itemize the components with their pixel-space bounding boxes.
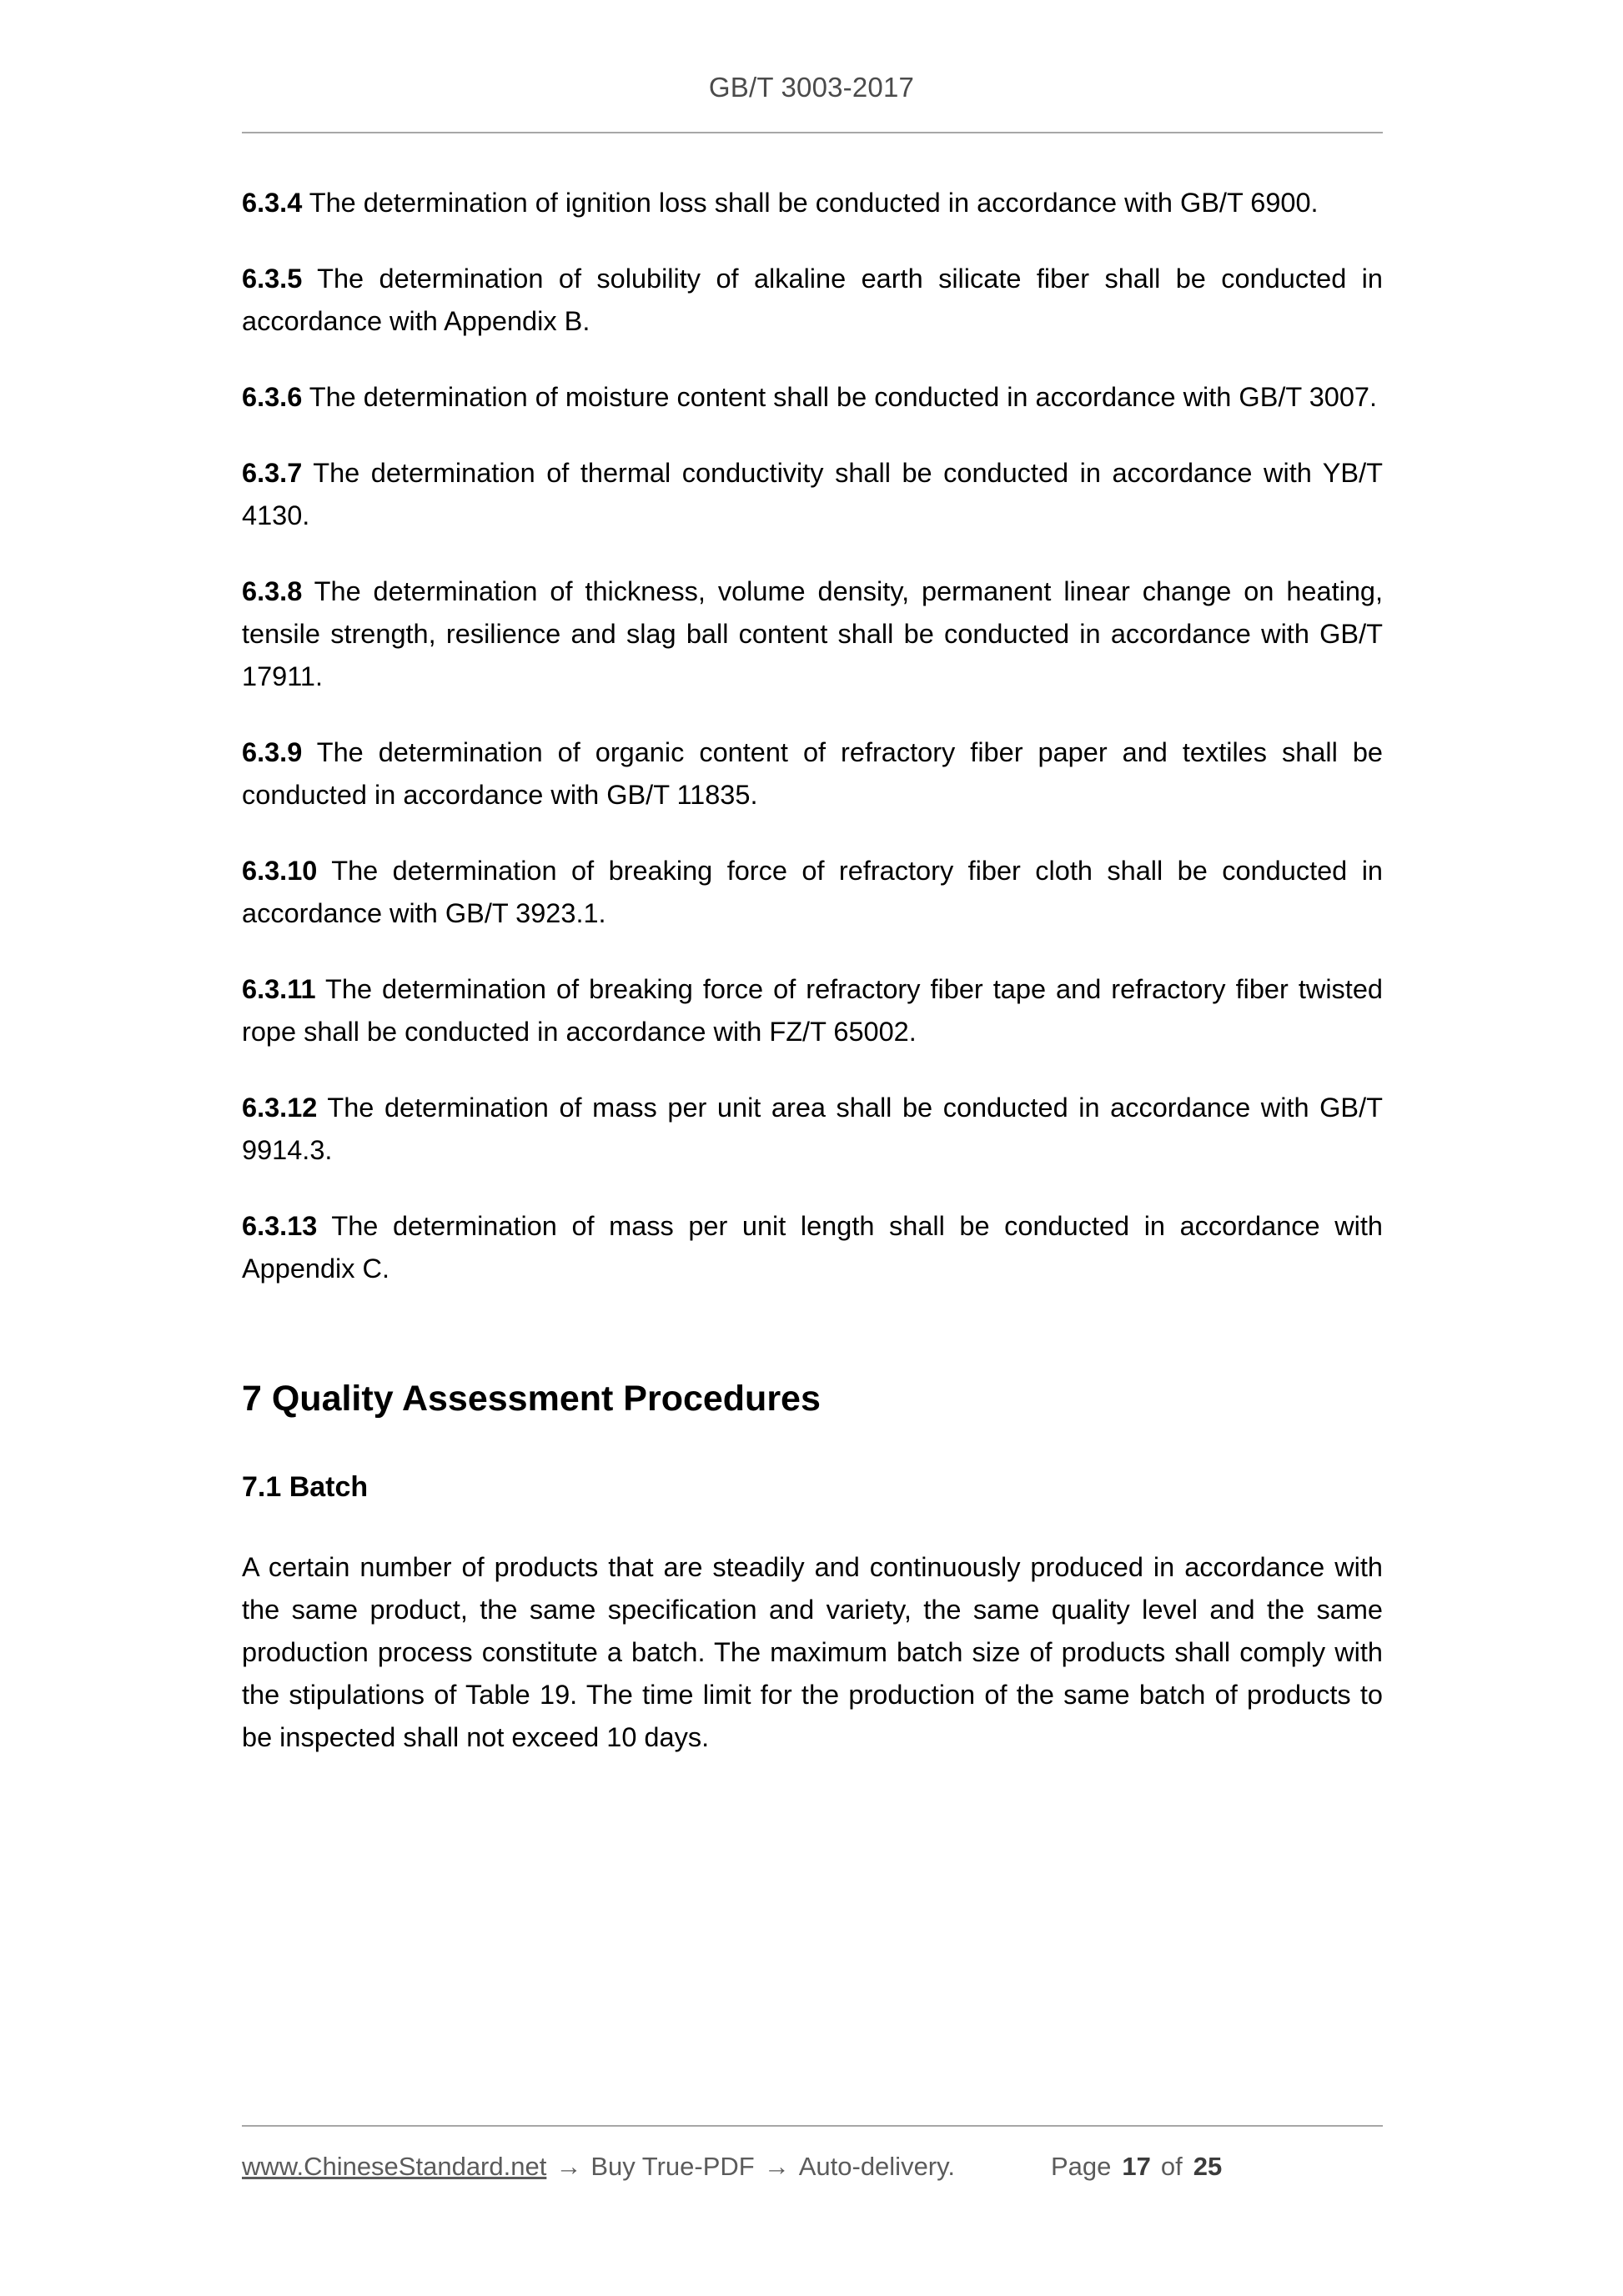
heading-spacer-top (242, 1324, 1383, 1375)
clause-paragraph (242, 258, 1383, 343)
arrow-right-icon: → (555, 2152, 582, 2181)
section-heading-7: 7 Quality Assessment Procedures (242, 1379, 821, 1419)
page-footer (242, 2152, 1383, 2202)
clause-paragraph (242, 570, 1383, 698)
clause-number: 6.3.11 (242, 974, 316, 1004)
clause-number: 6.3.7 (242, 458, 303, 488)
clause-text: The determination of moisture content shall be conducted in accordance with GB/T 3007. (309, 382, 1378, 412)
clause-text: The determination of thickness, volume density, permanent linear change on heating, tensile strength, resilience and slag ball content shall be conducted in accordance with GB/T 17911. (242, 576, 1383, 691)
clause-text: The determination of mass per unit length shall be conducted in accordance with Appendix C. (242, 1211, 1383, 1284)
arrow-right-icon: → (763, 2152, 790, 2181)
clause-paragraph (242, 968, 1383, 1053)
clause-paragraph (242, 731, 1383, 816)
clause-text: The determination of ignition loss shall be conducted in accordance with GB/T 6900. (309, 188, 1319, 218)
heading-spacer-bottom (242, 1422, 1383, 1468)
clause-text: The determination of solubility of alkaline earth silicate fiber shall be conducted in accordance with Appendix B. (242, 264, 1383, 336)
subsection-heading-7-1: 7.1 Batch (242, 1471, 369, 1503)
subsection-paragraph: A certain number of products that are steadily and continuously produced in accordance with the same product, the same specification and variety, the same quality level and the same production process constitute a batch. The maximum batch size of products shall comply with the stipulations of Table 19. The time limit for the production of the same batch of products to be inspected shall not exceed 10 days. (242, 1552, 1383, 1752)
of-label: of (1160, 2152, 1183, 2181)
clause-text: The determination of breaking force of refractory fiber tape and refractory fiber twisted rope shall be conducted in accordance with FZ/T 65002. (242, 974, 1383, 1047)
document-standard-code: GB/T 3003-2017 (708, 72, 915, 103)
footer-divider (242, 2125, 1383, 2127)
total-page-count: 25 (1193, 2152, 1223, 2181)
header-divider (242, 132, 1383, 133)
clause-number: 6.3.4 (242, 188, 303, 218)
clause-number: 6.3.10 (242, 856, 318, 886)
page-header (0, 72, 1623, 103)
clause-paragraph (242, 452, 1383, 537)
clause-text: The determination of mass per unit area shall be conducted in accordance with GB/T 9914.3. (242, 1093, 1383, 1165)
clause-number: 6.3.12 (242, 1093, 318, 1123)
clause-number: 6.3.8 (242, 576, 303, 606)
footer-promo-delivery-label: Auto-delivery. (798, 2152, 955, 2181)
clause-paragraph (242, 376, 1383, 419)
chinesestandard-url-link[interactable]: www.ChineseStandard.net (242, 2152, 547, 2181)
clause-number: 6.3.9 (242, 737, 303, 767)
subheading-spacer-bottom (242, 1506, 1383, 1546)
clause-number: 6.3.6 (242, 382, 303, 412)
clause-paragraph (242, 182, 1383, 224)
clause-number: 6.3.5 (242, 264, 303, 294)
footer-promo-buy-label: Buy True-PDF (590, 2152, 755, 2181)
clause-text: The determination of breaking force of refractory fiber cloth shall be conducted in accordance with GB/T 3923.1. (242, 856, 1383, 928)
clause-text: The determination of thermal conductivity shall be conducted in accordance with YB/T 4130. (242, 458, 1383, 530)
page-label: Page (1050, 2152, 1112, 2181)
document-body (242, 182, 1383, 1759)
clause-paragraph (242, 850, 1383, 935)
current-page-number: 17 (1122, 2152, 1151, 2181)
clause-text: The determination of organic content of refractory fiber paper and textiles shall be conducted in accordance with GB/T 11835. (242, 737, 1383, 810)
clause-paragraph (242, 1205, 1383, 1290)
footer-promo (242, 2152, 955, 2182)
page-indicator (1051, 2152, 1222, 2182)
clause-number: 6.3.13 (242, 1211, 318, 1241)
clause-paragraph (242, 1087, 1383, 1172)
